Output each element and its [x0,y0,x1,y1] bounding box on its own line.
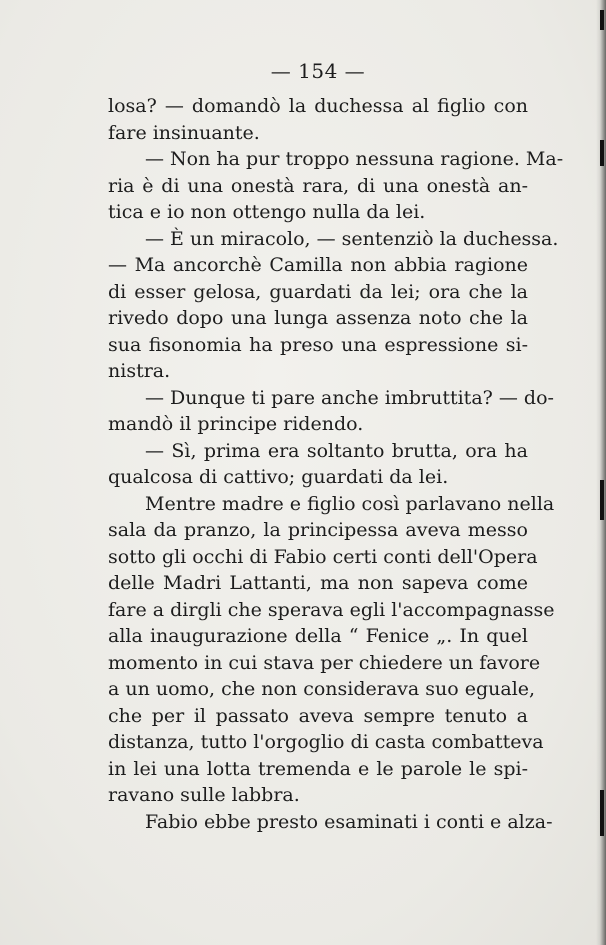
text-line: — Sì, prima era soltanto brutta, ora ha [145,439,528,462]
text-line: qualcosa di cattivo; guardati da lei. [108,466,449,488]
text-line: — Ma ancorchè Camilla non abbia ragione [108,254,528,276]
text-line: sua fisonomia ha preso una espressione si- [108,333,528,356]
body-text [108,93,564,835]
text-line: che per il passato aveva sempre tenuto a [108,704,528,727]
edge-mark [600,140,604,166]
page-number: — 154 — [270,59,366,83]
text-line: a un uomo, che non considerava suo eguale, [108,678,536,700]
text-line: — Non ha pur troppo nessuna ragione. Ma- [145,148,564,170]
text-line: tica e io non ottengo nulla da lei. [108,201,426,223]
text-line: Mentre madre e figlio così parlavano nella [145,492,555,515]
text-line: mandò il principe ridendo. [108,413,364,435]
text-line: nistra. [108,360,171,382]
text-line: — Dunque ti pare anche imbruttita? — do- [145,386,554,409]
text-line: fare a dirgli che sperava egli l'accompagnasse [108,598,555,621]
text-line: sotto gli occhi di Fabio certi conti dell'Opera [108,545,538,568]
text-line: di esser gelosa, guardati da lei; ora che la [108,280,528,303]
text-line: ravano sulle labbra. [108,784,300,806]
edge-mark [600,480,604,520]
edge-mark [600,790,604,836]
text-line: distanza, tutto l'orgoglio di casta combatteva [108,731,544,753]
text-line: sala da pranzo, la principessa aveva messo [108,519,528,541]
text-line: — È un miracolo, — sentenziò la duchessa. [145,227,559,250]
text-line: delle Madri Lattanti, ma non sapeva come [108,572,528,594]
edge-mark [600,10,604,30]
text-line: Fabio ebbe presto esaminati i conti e alza- [145,810,553,833]
text-line: momento in cui stava per chiedere un favore [108,651,541,674]
text-line: alla inaugurazione della “ Fenice „. In quel [108,625,528,647]
text-line: rivedo dopo una lunga assenza noto che la [108,307,528,329]
text-line: fare insinuante. [108,121,260,144]
text-line: in lei una lotta tremenda e le parole le spi- [108,757,528,780]
text-line: losa? — domandò la duchessa al figlio con [108,95,528,117]
text-line: ria è di una onestà rara, di una onestà an- [108,174,528,197]
